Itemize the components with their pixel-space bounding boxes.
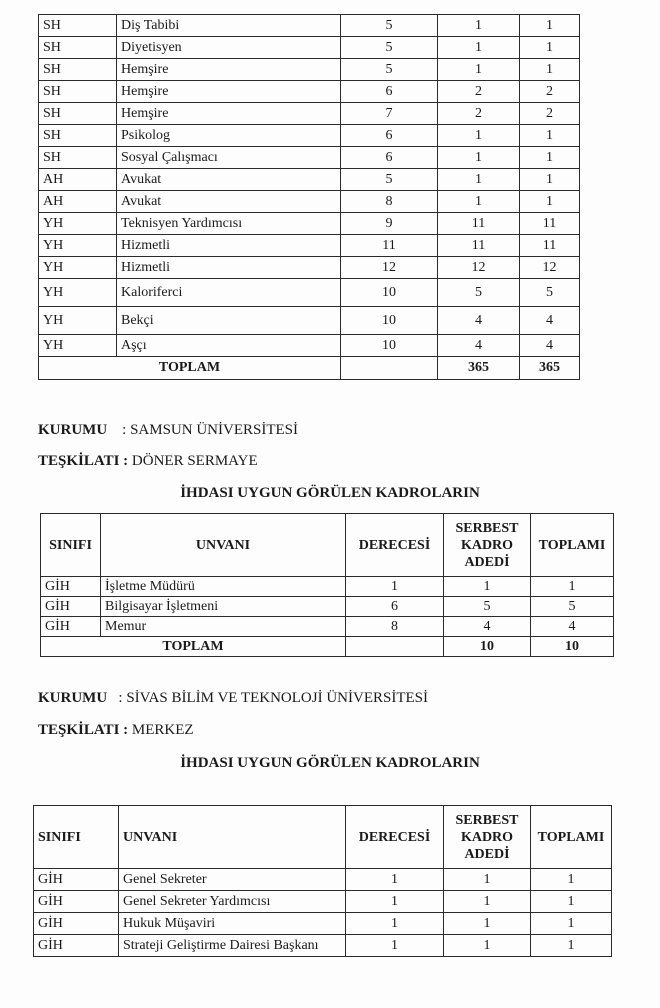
header-sinifi: SINIFI — [34, 806, 119, 869]
table-row — [39, 307, 580, 335]
table-row — [39, 37, 580, 59]
cell-toplam: 1 — [531, 891, 612, 913]
table-row — [41, 617, 614, 637]
cell-serbest-kadro: 1 — [438, 125, 520, 147]
cell-sinifi: SH — [39, 15, 117, 37]
table-row — [39, 125, 580, 147]
cell-toplam: 1 — [520, 147, 580, 169]
cell-serbest-kadro: 1 — [438, 59, 520, 81]
table-row — [34, 913, 612, 935]
cell-derecesi: 10 — [341, 335, 438, 357]
cell-derecesi: 6 — [341, 81, 438, 103]
cell-serbest-kadro: 1 — [444, 577, 531, 597]
cell-unvani: Hemşire — [117, 59, 341, 81]
total-serbest: 365 — [438, 357, 520, 380]
total-toplam: 365 — [520, 357, 580, 380]
teskilati-value: MERKEZ — [131, 722, 194, 738]
cell-sinifi: SH — [39, 37, 117, 59]
table-row — [39, 81, 580, 103]
table-row — [39, 191, 580, 213]
kurumu-label: KURUMU — [38, 690, 108, 706]
total-toplam: 10 — [531, 637, 614, 657]
header-serbest-line3: ADEDİ — [464, 554, 510, 570]
cell-unvani: Hukuk Müşaviri — [119, 913, 346, 935]
kadro-table-1 — [38, 14, 580, 380]
section-heading-samsun: İHDASI UYGUN GÖRÜLEN KADROLARIN — [180, 485, 480, 501]
cell-sinifi: YH — [39, 213, 117, 235]
cell-sinifi: SH — [39, 103, 117, 125]
table-header-row — [41, 514, 614, 577]
cell-unvani: Bekçi — [117, 307, 341, 335]
cell-toplam: 1 — [520, 15, 580, 37]
cell-toplam: 12 — [520, 257, 580, 279]
total-label: TOPLAM — [39, 357, 341, 380]
header-serbest-line1: SERBEST — [455, 520, 519, 536]
header-derecesi: DERECESİ — [346, 514, 444, 577]
cell-sinifi: GİH — [34, 891, 119, 913]
cell-unvani: Hemşire — [117, 81, 341, 103]
cell-toplam: 1 — [531, 577, 614, 597]
cell-sinifi: AH — [39, 169, 117, 191]
cell-sinifi: GİH — [34, 913, 119, 935]
cell-derecesi: 11 — [341, 235, 438, 257]
cell-serbest-kadro: 1 — [444, 869, 531, 891]
table-row — [34, 891, 612, 913]
cell-derecesi: 5 — [341, 169, 438, 191]
kurumu-value: : SİVAS BİLİM VE TEKNOLOJİ ÜNİVERSİTESİ — [118, 690, 428, 706]
cell-derecesi: 12 — [341, 257, 438, 279]
table-row — [39, 169, 580, 191]
total-derecesi-empty — [341, 357, 438, 380]
cell-serbest-kadro: 12 — [438, 257, 520, 279]
cell-unvani: Teknisyen Yardımcısı — [117, 213, 341, 235]
cell-toplam: 1 — [520, 37, 580, 59]
cell-serbest-kadro: 1 — [438, 169, 520, 191]
cell-toplam: 4 — [520, 335, 580, 357]
cell-sinifi: YH — [39, 335, 117, 357]
table-row — [39, 257, 580, 279]
cell-serbest-kadro: 1 — [438, 37, 520, 59]
cell-unvani: Strateji Geliştirme Dairesi Başkanı — [119, 935, 346, 957]
cell-toplam: 1 — [520, 169, 580, 191]
cell-sinifi: SH — [39, 147, 117, 169]
cell-serbest-kadro: 4 — [444, 617, 531, 637]
cell-unvani: Kaloriferci — [117, 279, 341, 307]
teskilati-label: TEŞKİLATI : — [38, 453, 129, 469]
cell-derecesi: 8 — [346, 617, 444, 637]
table-row — [41, 577, 614, 597]
total-row — [39, 357, 580, 380]
teskilati-value: DÖNER SERMAYE — [131, 453, 258, 469]
cell-sinifi: GİH — [34, 935, 119, 957]
table-row — [39, 213, 580, 235]
cell-unvani: İşletme Müdürü — [101, 577, 346, 597]
cell-sinifi: GİH — [41, 577, 101, 597]
cell-unvani: Genel Sekreter Yardımcısı — [119, 891, 346, 913]
total-row — [41, 637, 614, 657]
cell-derecesi: 1 — [346, 577, 444, 597]
header-derecesi: DERECESİ — [346, 806, 444, 869]
cell-sinifi: SH — [39, 59, 117, 81]
cell-derecesi: 1 — [346, 869, 444, 891]
cell-sinifi: YH — [39, 257, 117, 279]
cell-derecesi: 5 — [341, 59, 438, 81]
header-serbest-line2: KADRO — [460, 537, 514, 553]
cell-serbest-kadro: 1 — [444, 891, 531, 913]
section-heading-sivas: İHDASI UYGUN GÖRÜLEN KADROLARIN — [180, 755, 480, 771]
table-row — [34, 869, 612, 891]
cell-toplam: 5 — [520, 279, 580, 307]
cell-toplam: 2 — [520, 81, 580, 103]
cell-toplam: 2 — [520, 103, 580, 125]
cell-serbest-kadro: 4 — [438, 307, 520, 335]
cell-unvani: Hizmetli — [117, 235, 341, 257]
cell-serbest-kadro: 1 — [444, 913, 531, 935]
cell-unvani: Diş Tabibi — [117, 15, 341, 37]
cell-unvani: Sosyal Çalışmacı — [117, 147, 341, 169]
cell-toplam: 4 — [531, 617, 614, 637]
cell-unvani: Memur — [101, 617, 346, 637]
table-row — [39, 279, 580, 307]
cell-sinifi: SH — [39, 125, 117, 147]
cell-derecesi: 10 — [341, 307, 438, 335]
table-row — [39, 59, 580, 81]
cell-unvani: Diyetisyen — [117, 37, 341, 59]
cell-serbest-kadro: 2 — [438, 103, 520, 125]
cell-serbest-kadro: 5 — [444, 597, 531, 617]
total-label: TOPLAM — [41, 637, 346, 657]
header-serbest-line3: ADEDİ — [464, 846, 510, 862]
header-serbest-line1: SERBEST — [455, 812, 519, 828]
kurumu-value: : SAMSUN ÜNİVERSİTESİ — [122, 422, 299, 438]
cell-toplam: 1 — [531, 869, 612, 891]
teskilati-line-sivas — [38, 722, 194, 739]
cell-unvani: Hemşire — [117, 103, 341, 125]
cell-serbest-kadro: 11 — [438, 235, 520, 257]
cell-toplam: 1 — [520, 59, 580, 81]
cell-sinifi: GİH — [41, 617, 101, 637]
cell-toplam: 1 — [520, 191, 580, 213]
cell-serbest-kadro: 11 — [438, 213, 520, 235]
cell-toplam: 1 — [531, 913, 612, 935]
teskilati-line-samsun — [38, 453, 258, 470]
table-row — [39, 15, 580, 37]
cell-derecesi: 6 — [341, 147, 438, 169]
header-serbest-kadro-adedi — [444, 806, 531, 869]
cell-unvani: Aşçı — [117, 335, 341, 357]
table-row — [34, 935, 612, 957]
header-unvani: UNVANI — [101, 514, 346, 577]
cell-unvani: Genel Sekreter — [119, 869, 346, 891]
total-derecesi-empty — [346, 637, 444, 657]
cell-derecesi: 10 — [341, 279, 438, 307]
cell-unvani: Avukat — [117, 191, 341, 213]
cell-sinifi: SH — [39, 81, 117, 103]
kadro-table-samsun — [40, 513, 614, 657]
cell-serbest-kadro: 1 — [438, 147, 520, 169]
cell-sinifi: YH — [39, 307, 117, 335]
header-sinifi: SINIFI — [41, 514, 101, 577]
cell-sinifi: YH — [39, 279, 117, 307]
teskilati-label: TEŞKİLATI : — [38, 722, 129, 738]
kurumu-line-samsun — [38, 422, 298, 439]
cell-serbest-kadro: 2 — [438, 81, 520, 103]
cell-toplam: 11 — [520, 213, 580, 235]
cell-unvani: Bilgisayar İşletmeni — [101, 597, 346, 617]
cell-sinifi: GİH — [41, 597, 101, 617]
cell-derecesi: 9 — [341, 213, 438, 235]
cell-toplam: 11 — [520, 235, 580, 257]
total-serbest: 10 — [444, 637, 531, 657]
cell-serbest-kadro: 1 — [444, 935, 531, 957]
header-unvani: UNVANI — [119, 806, 346, 869]
cell-sinifi: GİH — [34, 869, 119, 891]
cell-derecesi: 1 — [346, 891, 444, 913]
cell-serbest-kadro: 4 — [438, 335, 520, 357]
cell-serbest-kadro: 5 — [438, 279, 520, 307]
table-row — [39, 335, 580, 357]
header-toplami: TOPLAMI — [531, 806, 612, 869]
kurumu-label: KURUMU — [38, 422, 108, 438]
cell-derecesi: 8 — [341, 191, 438, 213]
table-row — [39, 147, 580, 169]
cell-derecesi: 7 — [341, 103, 438, 125]
cell-derecesi: 1 — [346, 913, 444, 935]
table-row — [41, 597, 614, 617]
header-serbest-line2: KADRO — [460, 829, 514, 845]
header-toplami: TOPLAMI — [531, 514, 614, 577]
kadro-table-sivas — [33, 805, 612, 957]
table-row — [39, 235, 580, 257]
table-row — [39, 103, 580, 125]
cell-serbest-kadro: 1 — [438, 191, 520, 213]
cell-toplam: 5 — [531, 597, 614, 617]
cell-derecesi: 5 — [341, 15, 438, 37]
cell-toplam: 4 — [520, 307, 580, 335]
cell-sinifi: AH — [39, 191, 117, 213]
cell-toplam: 1 — [520, 125, 580, 147]
cell-derecesi: 6 — [341, 125, 438, 147]
cell-unvani: Avukat — [117, 169, 341, 191]
cell-derecesi: 1 — [346, 935, 444, 957]
cell-sinifi: YH — [39, 235, 117, 257]
cell-derecesi: 6 — [346, 597, 444, 617]
table-header-row — [34, 806, 612, 869]
cell-serbest-kadro: 1 — [438, 15, 520, 37]
cell-toplam: 1 — [531, 935, 612, 957]
cell-derecesi: 5 — [341, 37, 438, 59]
header-serbest-kadro-adedi — [444, 514, 531, 577]
cell-unvani: Hizmetli — [117, 257, 341, 279]
kurumu-line-sivas — [38, 690, 428, 707]
cell-unvani: Psikolog — [117, 125, 341, 147]
